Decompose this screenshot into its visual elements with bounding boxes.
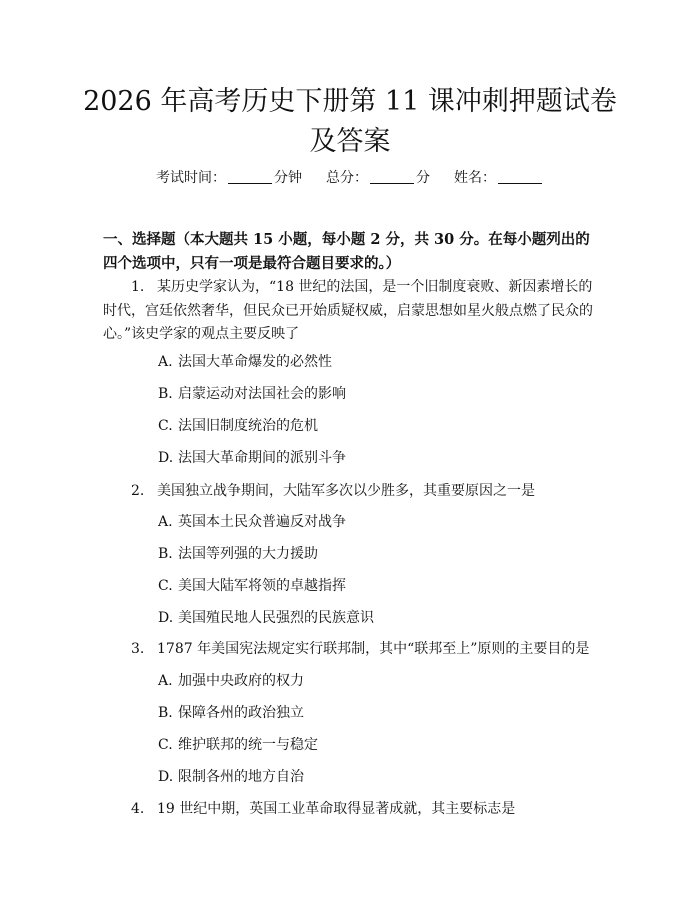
question-stem: 19 世纪中期，英国工业革命取得显著成就，其主要标志是 <box>157 801 516 817</box>
option-text: 保障各州的政治独立 <box>178 705 304 721</box>
option-text: 维护联邦的统一与稳定 <box>178 737 318 753</box>
title-line-2: 及答案 <box>309 126 391 157</box>
option-letter: C. <box>158 578 173 594</box>
score-label: 总分： <box>326 170 368 186</box>
option-1a[interactable] <box>158 352 332 372</box>
option-letter: A. <box>158 514 173 530</box>
page-title <box>60 82 640 162</box>
time-label: 考试时间： <box>156 170 226 186</box>
option-letter: B. <box>158 705 173 721</box>
question-stem: 某历史学家认为，“18 世纪的法国，是一个旧制度衰败、新因素增长的时代，宫廷依然奢华，但民众已开始质疑权威，启蒙思想如星火般点燃了民众的心。”该史学家的观点主要反映了 <box>103 279 593 342</box>
option-letter: A. <box>158 673 173 689</box>
question-3 <box>103 638 597 662</box>
question-2 <box>103 480 597 504</box>
option-2d[interactable] <box>158 608 374 628</box>
exam-name <box>454 170 544 186</box>
question-stem: 美国独立战争期间，大陆军多次以少胜多，其重要原因之一是 <box>157 483 535 499</box>
option-2c[interactable] <box>158 576 346 596</box>
name-label: 姓名： <box>454 170 496 186</box>
exam-score <box>326 170 430 186</box>
question-number: 2. <box>131 483 145 499</box>
score-blank[interactable] <box>370 169 414 184</box>
option-3d[interactable] <box>158 767 304 787</box>
option-letter: A. <box>158 354 173 370</box>
exam-time <box>156 170 302 186</box>
option-letter: D. <box>158 769 174 785</box>
question-number: 3. <box>131 641 145 657</box>
option-3a[interactable] <box>158 671 304 691</box>
question-stem: 1787 年美国宪法规定实行联邦制，其中“联邦至上”原则的主要目的是 <box>157 641 590 657</box>
option-3c[interactable] <box>158 735 318 755</box>
section-heading: 一、选择题（本大题共 15 小题，每小题 2 分，共 30 分。在每小题列出的四个选项中，只有一项是最符合题目要求的。） <box>103 231 590 272</box>
title-line-1: 2026 年高考历史下册第 11 课冲刺押题试卷 <box>83 86 617 117</box>
question-4 <box>103 798 597 822</box>
option-1b[interactable] <box>158 384 346 404</box>
option-1d[interactable] <box>158 448 346 468</box>
question-number: 4. <box>131 801 145 817</box>
option-text: 法国大革命期间的派别斗争 <box>178 450 346 466</box>
option-text: 英国本土民众普遍反对战争 <box>178 514 346 530</box>
option-text: 限制各州的地方自治 <box>178 769 304 785</box>
option-2b[interactable] <box>158 544 318 564</box>
option-text: 加强中央政府的权力 <box>178 673 304 689</box>
question-number: 1. <box>131 279 145 295</box>
option-text: 美国大陆军将领的卓越指挥 <box>178 578 346 594</box>
option-3b[interactable] <box>158 703 304 723</box>
score-unit: 分 <box>416 170 430 186</box>
option-2a[interactable] <box>158 512 346 532</box>
exam-info-line <box>0 168 700 188</box>
option-letter: C. <box>158 737 173 753</box>
option-text: 法国等列强的大力援助 <box>178 546 318 562</box>
question-1 <box>103 276 597 347</box>
name-blank[interactable] <box>498 169 542 184</box>
option-text: 法国大革命爆发的必然性 <box>178 354 332 370</box>
option-letter: D. <box>158 450 174 466</box>
option-text: 美国殖民地人民强烈的民族意识 <box>178 610 374 626</box>
time-unit: 分钟 <box>274 170 302 186</box>
option-text: 启蒙运动对法国社会的影响 <box>178 386 346 402</box>
option-letter: C. <box>158 418 173 434</box>
option-1c[interactable] <box>158 416 318 436</box>
option-letter: B. <box>158 386 173 402</box>
option-text: 法国旧制度统治的危机 <box>178 418 318 434</box>
option-letter: D. <box>158 610 174 626</box>
option-letter: B. <box>158 546 173 562</box>
time-blank[interactable] <box>228 169 272 184</box>
